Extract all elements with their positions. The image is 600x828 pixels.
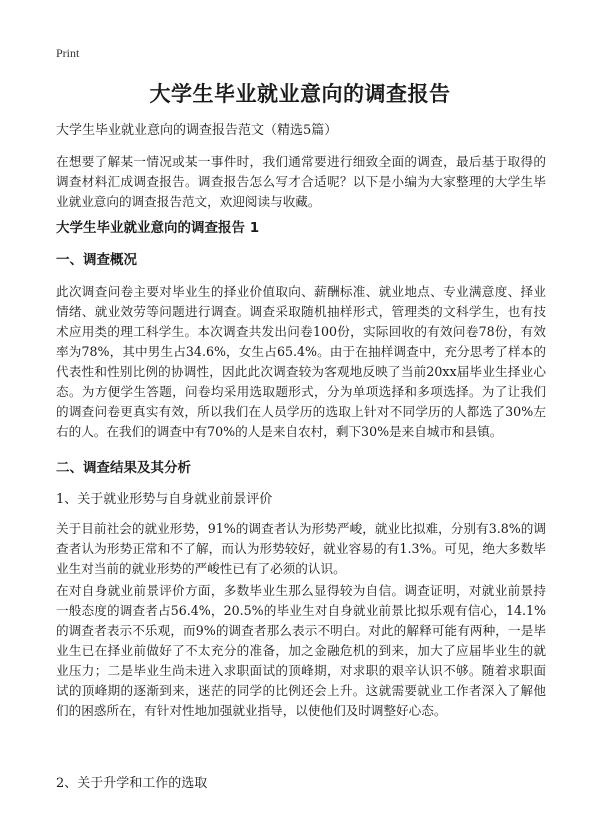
employment-situation-paragraph: 关于目前社会的就业形势，91%的调查者认为形势严峻，就业比拟难，分别有3.8%的调查者认为形势正常和不了解，而认为形势较好，就业容易的有1.3%。可见，绝大多数毕业生对当前的就业形势的严峻性已有了必须的认识。 bbox=[56, 521, 546, 576]
report-heading: 大学生毕业就业意向的调查报告 1 bbox=[56, 220, 260, 236]
print-link[interactable]: Print bbox=[56, 46, 80, 60]
prospect-evaluation-paragraph: 在对自身就业前景评价方面，多数毕业生那么显得较为自信。调查证明，对就业前景持一般态度的调查者占56.4%，20.5%的毕业生对自身就业前景比拟乐观有信心，14.1%的调查者表示不乐观，而9%的调查者那么表示不明白。对此的解释可能有两种，一是毕业生已在择业前做好了不太充分的准备，加之金融危机的到来，加大了应届毕业生的就业压力；二是毕业生尚未进入求职面试的顶峰期，对求职的艰辛认识不够。随着求职面试的顶峰期的逐渐到来，迷茫的同学的比例还会上升。这就需要就业工作者深入了解他们的困惑所在，有针对性地加强就业指导，以使他们及时调整好心态。 bbox=[56, 583, 546, 718]
intro-paragraph: 在想要了解某一情况或某一事件时，我们通常要进行细致全面的调查，最后基于取得的调查材料汇成调查报告。调查报告怎么写才合适呢？以下是小编为大家整理的大学生毕业就业意向的调查报告范文，欢迎阅读与收藏。 bbox=[56, 154, 546, 209]
section-heading-results: 二、调查结果及其分析 bbox=[56, 460, 191, 476]
overview-paragraph: 此次调查问卷主要对毕业生的择业价值取向、薪酬标准、就业地点、专业满意度、择业情绪、就业效劳等问题进行调查。调查采取随机抽样形式，管理类的文科学生，也有技术应用类的理工科学生。本次调查共发出问卷100份，实际回收的有效问卷78份，有效率为78%，其中男生占34.6%，女生占65.4%。由于在抽样调查中，充分思考了样本的代表性和性别比例的协调性，因此此次调查较为客观地反映了当前20xx届毕业生择业心态。为方便学生答题，问卷均采用选取题形式，分为单项选择和多项选择。为了让我们的调查问卷更真实有效，所以我们在人员学历的选取上针对不同学历的人都选了30%左右的人。在我们的调查中有70%的人是来自农村，剩下30%是来自城市和县镇。 bbox=[56, 284, 546, 439]
page-title: 大学生毕业就业意向的调查报告 bbox=[149, 82, 451, 106]
section-heading-overview: 一、调查概况 bbox=[56, 252, 137, 268]
article-subtitle: 大学生毕业就业意向的调查报告范文（精选5篇） bbox=[56, 123, 338, 138]
subsection-heading-employment: 1、关于就业形势与自身就业前景评价 bbox=[56, 492, 273, 507]
subsection-heading-study-work: 2、关于升学和工作的选取 bbox=[56, 776, 208, 791]
